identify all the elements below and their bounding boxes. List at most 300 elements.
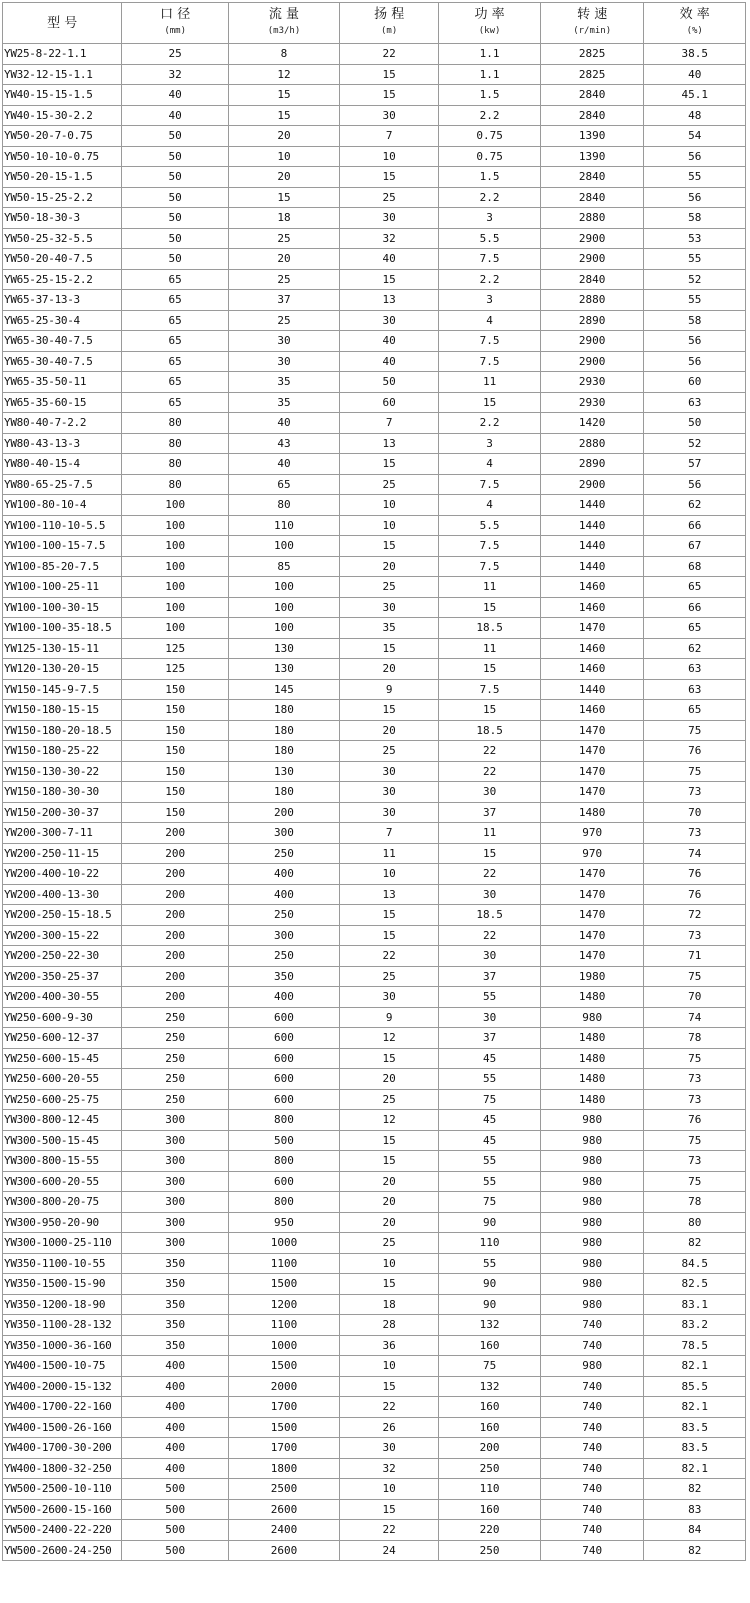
cell-efficiency: 73 — [644, 782, 746, 803]
cell-speed: 980 — [540, 1294, 644, 1315]
table-row — [3, 987, 746, 1008]
cell-power: 7.5 — [439, 536, 541, 557]
cell-flow: 1700 — [229, 1438, 340, 1459]
table-row — [3, 85, 746, 106]
cell-diameter: 200 — [122, 925, 229, 946]
cell-model: YW350-1500-15-90 — [3, 1274, 122, 1295]
cell-speed: 1470 — [540, 618, 644, 639]
cell-power: 18.5 — [439, 905, 541, 926]
cell-head: 15 — [339, 269, 438, 290]
cell-speed: 1480 — [540, 1048, 644, 1069]
table-row — [3, 105, 746, 126]
cell-diameter: 50 — [122, 228, 229, 249]
cell-flow: 100 — [229, 577, 340, 598]
cell-diameter: 50 — [122, 249, 229, 270]
cell-head: 15 — [339, 454, 438, 475]
header-efficiency: 效 率 (%) — [644, 3, 746, 44]
cell-head: 20 — [339, 659, 438, 680]
cell-power: 132 — [439, 1376, 541, 1397]
cell-head: 26 — [339, 1417, 438, 1438]
cell-speed: 980 — [540, 1171, 644, 1192]
cell-diameter: 350 — [122, 1294, 229, 1315]
cell-power: 45 — [439, 1048, 541, 1069]
cell-diameter: 400 — [122, 1458, 229, 1479]
cell-power: 18.5 — [439, 618, 541, 639]
cell-efficiency: 56 — [644, 331, 746, 352]
cell-flow: 2600 — [229, 1499, 340, 1520]
cell-head: 30 — [339, 782, 438, 803]
cell-head: 30 — [339, 802, 438, 823]
cell-flow: 400 — [229, 987, 340, 1008]
cell-efficiency: 73 — [644, 823, 746, 844]
cell-efficiency: 60 — [644, 372, 746, 393]
cell-power: 1.5 — [439, 167, 541, 188]
cell-head: 15 — [339, 536, 438, 557]
cell-power: 11 — [439, 372, 541, 393]
cell-power: 1.1 — [439, 44, 541, 65]
cell-flow: 43 — [229, 433, 340, 454]
cell-efficiency: 53 — [644, 228, 746, 249]
cell-head: 25 — [339, 966, 438, 987]
cell-efficiency: 65 — [644, 700, 746, 721]
cell-model: YW40-15-30-2.2 — [3, 105, 122, 126]
cell-flow: 1500 — [229, 1274, 340, 1295]
cell-flow: 15 — [229, 105, 340, 126]
cell-power: 15 — [439, 843, 541, 864]
cell-efficiency: 55 — [644, 249, 746, 270]
table-row — [3, 290, 746, 311]
cell-diameter: 250 — [122, 1089, 229, 1110]
cell-head: 10 — [339, 1253, 438, 1274]
cell-model: YW300-1000-25-110 — [3, 1233, 122, 1254]
cell-flow: 250 — [229, 905, 340, 926]
cell-power: 55 — [439, 1069, 541, 1090]
cell-diameter: 80 — [122, 433, 229, 454]
cell-power: 22 — [439, 864, 541, 885]
cell-diameter: 65 — [122, 351, 229, 372]
cell-flow: 40 — [229, 413, 340, 434]
table-row — [3, 228, 746, 249]
cell-power: 37 — [439, 1028, 541, 1049]
cell-speed: 2880 — [540, 290, 644, 311]
cell-flow: 30 — [229, 331, 340, 352]
cell-flow: 85 — [229, 556, 340, 577]
cell-power: 110 — [439, 1479, 541, 1500]
cell-efficiency: 56 — [644, 474, 746, 495]
cell-speed: 1390 — [540, 146, 644, 167]
cell-head: 30 — [339, 208, 438, 229]
cell-flow: 800 — [229, 1151, 340, 1172]
cell-model: YW50-18-30-3 — [3, 208, 122, 229]
cell-power: 1.5 — [439, 85, 541, 106]
cell-efficiency: 73 — [644, 925, 746, 946]
cell-model: YW200-300-15-22 — [3, 925, 122, 946]
cell-head: 24 — [339, 1540, 438, 1561]
cell-speed: 1440 — [540, 515, 644, 536]
table-row — [3, 536, 746, 557]
cell-speed: 2825 — [540, 44, 644, 65]
cell-speed: 2930 — [540, 392, 644, 413]
cell-head: 25 — [339, 187, 438, 208]
table-row — [3, 802, 746, 823]
cell-power: 7.5 — [439, 331, 541, 352]
cell-flow: 600 — [229, 1048, 340, 1069]
table-row — [3, 1376, 746, 1397]
table-row — [3, 638, 746, 659]
cell-power: 75 — [439, 1089, 541, 1110]
table-row — [3, 167, 746, 188]
cell-diameter: 100 — [122, 515, 229, 536]
cell-efficiency: 52 — [644, 433, 746, 454]
cell-flow: 40 — [229, 454, 340, 475]
cell-model: YW300-600-20-55 — [3, 1171, 122, 1192]
cell-speed: 2900 — [540, 249, 644, 270]
cell-head: 30 — [339, 105, 438, 126]
cell-flow: 1700 — [229, 1397, 340, 1418]
cell-diameter: 400 — [122, 1438, 229, 1459]
cell-model: YW32-12-15-1.1 — [3, 64, 122, 85]
cell-model: YW65-35-50-11 — [3, 372, 122, 393]
cell-head: 10 — [339, 1479, 438, 1500]
cell-speed: 1470 — [540, 905, 644, 926]
table-row — [3, 392, 746, 413]
cell-flow: 37 — [229, 290, 340, 311]
cell-speed: 1470 — [540, 925, 644, 946]
table-row — [3, 864, 746, 885]
cell-speed: 1460 — [540, 577, 644, 598]
table-row — [3, 1294, 746, 1315]
cell-diameter: 100 — [122, 495, 229, 516]
cell-efficiency: 72 — [644, 905, 746, 926]
cell-diameter: 300 — [122, 1233, 229, 1254]
cell-head: 9 — [339, 1007, 438, 1028]
cell-power: 55 — [439, 1253, 541, 1274]
cell-flow: 600 — [229, 1028, 340, 1049]
table-row — [3, 126, 746, 147]
cell-model: YW300-800-15-55 — [3, 1151, 122, 1172]
cell-head: 15 — [339, 1151, 438, 1172]
cell-head: 50 — [339, 372, 438, 393]
cell-diameter: 80 — [122, 474, 229, 495]
cell-head: 15 — [339, 638, 438, 659]
table-row — [3, 1233, 746, 1254]
cell-efficiency: 48 — [644, 105, 746, 126]
cell-efficiency: 83.5 — [644, 1438, 746, 1459]
cell-speed: 1460 — [540, 659, 644, 680]
cell-diameter: 65 — [122, 331, 229, 352]
cell-flow: 80 — [229, 495, 340, 516]
cell-diameter: 150 — [122, 802, 229, 823]
cell-model: YW100-100-25-11 — [3, 577, 122, 598]
cell-efficiency: 57 — [644, 454, 746, 475]
table-row — [3, 413, 746, 434]
table-row — [3, 1048, 746, 1069]
cell-speed: 740 — [540, 1417, 644, 1438]
cell-diameter: 400 — [122, 1356, 229, 1377]
cell-power: 11 — [439, 823, 541, 844]
cell-flow: 20 — [229, 167, 340, 188]
cell-flow: 2500 — [229, 1479, 340, 1500]
cell-diameter: 300 — [122, 1130, 229, 1151]
cell-head: 22 — [339, 1520, 438, 1541]
cell-head: 20 — [339, 556, 438, 577]
cell-diameter: 40 — [122, 105, 229, 126]
table-row — [3, 659, 746, 680]
cell-efficiency: 71 — [644, 946, 746, 967]
cell-diameter: 125 — [122, 659, 229, 680]
cell-model: YW80-43-13-3 — [3, 433, 122, 454]
cell-model: YW65-37-13-3 — [3, 290, 122, 311]
table-row — [3, 1499, 746, 1520]
cell-power: 250 — [439, 1540, 541, 1561]
cell-head: 15 — [339, 167, 438, 188]
cell-speed: 2840 — [540, 105, 644, 126]
cell-speed: 1480 — [540, 1069, 644, 1090]
cell-model: YW65-25-30-4 — [3, 310, 122, 331]
cell-speed: 980 — [540, 1151, 644, 1172]
cell-power: 11 — [439, 638, 541, 659]
cell-power: 250 — [439, 1458, 541, 1479]
cell-diameter: 350 — [122, 1315, 229, 1336]
cell-diameter: 500 — [122, 1499, 229, 1520]
cell-diameter: 250 — [122, 1007, 229, 1028]
cell-efficiency: 66 — [644, 515, 746, 536]
cell-speed: 2840 — [540, 85, 644, 106]
cell-model: YW100-100-35-18.5 — [3, 618, 122, 639]
cell-speed: 740 — [540, 1376, 644, 1397]
cell-head: 30 — [339, 597, 438, 618]
cell-head: 10 — [339, 864, 438, 885]
cell-efficiency: 66 — [644, 597, 746, 618]
cell-speed: 2840 — [540, 269, 644, 290]
cell-efficiency: 83.1 — [644, 1294, 746, 1315]
cell-head: 13 — [339, 884, 438, 905]
cell-efficiency: 56 — [644, 351, 746, 372]
cell-model: YW200-350-25-37 — [3, 966, 122, 987]
cell-head: 20 — [339, 1192, 438, 1213]
table-row — [3, 700, 746, 721]
cell-power: 11 — [439, 577, 541, 598]
cell-head: 15 — [339, 64, 438, 85]
cell-flow: 180 — [229, 782, 340, 803]
cell-power: 30 — [439, 884, 541, 905]
cell-diameter: 500 — [122, 1520, 229, 1541]
cell-model: YW500-2600-15-160 — [3, 1499, 122, 1520]
cell-efficiency: 70 — [644, 802, 746, 823]
cell-head: 25 — [339, 474, 438, 495]
cell-model: YW150-180-25-22 — [3, 741, 122, 762]
cell-diameter: 350 — [122, 1274, 229, 1295]
cell-speed: 980 — [540, 1253, 644, 1274]
cell-efficiency: 56 — [644, 146, 746, 167]
cell-efficiency: 78 — [644, 1192, 746, 1213]
cell-model: YW200-300-7-11 — [3, 823, 122, 844]
cell-speed: 2825 — [540, 64, 644, 85]
cell-diameter: 25 — [122, 44, 229, 65]
cell-efficiency: 82.1 — [644, 1356, 746, 1377]
cell-diameter: 150 — [122, 720, 229, 741]
cell-diameter: 500 — [122, 1479, 229, 1500]
cell-flow: 200 — [229, 802, 340, 823]
table-row — [3, 1335, 746, 1356]
cell-model: YW500-2600-24-250 — [3, 1540, 122, 1561]
cell-speed: 1980 — [540, 966, 644, 987]
cell-power: 160 — [439, 1499, 541, 1520]
cell-efficiency: 82 — [644, 1479, 746, 1500]
cell-flow: 130 — [229, 659, 340, 680]
table-row — [3, 1315, 746, 1336]
cell-efficiency: 78 — [644, 1028, 746, 1049]
header-model: 型 号 — [3, 3, 122, 44]
cell-head: 7 — [339, 413, 438, 434]
cell-diameter: 200 — [122, 823, 229, 844]
cell-head: 15 — [339, 700, 438, 721]
cell-head: 10 — [339, 495, 438, 516]
table-row — [3, 1520, 746, 1541]
cell-diameter: 100 — [122, 577, 229, 598]
cell-model: YW350-1100-28-132 — [3, 1315, 122, 1336]
table-row — [3, 1438, 746, 1459]
cell-head: 25 — [339, 741, 438, 762]
cell-diameter: 400 — [122, 1397, 229, 1418]
cell-power: 132 — [439, 1315, 541, 1336]
cell-power: 7.5 — [439, 249, 541, 270]
cell-head: 20 — [339, 1069, 438, 1090]
cell-flow: 145 — [229, 679, 340, 700]
cell-head: 15 — [339, 1499, 438, 1520]
cell-efficiency: 75 — [644, 1130, 746, 1151]
table-row — [3, 741, 746, 762]
cell-efficiency: 63 — [644, 679, 746, 700]
cell-speed: 970 — [540, 823, 644, 844]
cell-model: YW250-600-15-45 — [3, 1048, 122, 1069]
cell-power: 1.1 — [439, 64, 541, 85]
cell-diameter: 300 — [122, 1151, 229, 1172]
cell-power: 45 — [439, 1130, 541, 1151]
table-row — [3, 208, 746, 229]
cell-efficiency: 73 — [644, 1089, 746, 1110]
table-row — [3, 782, 746, 803]
cell-flow: 25 — [229, 228, 340, 249]
cell-flow: 1000 — [229, 1233, 340, 1254]
table-row — [3, 884, 746, 905]
cell-efficiency: 83.5 — [644, 1417, 746, 1438]
cell-model: YW400-2000-15-132 — [3, 1376, 122, 1397]
table-row — [3, 618, 746, 639]
cell-diameter: 50 — [122, 146, 229, 167]
table-row — [3, 64, 746, 85]
cell-efficiency: 82 — [644, 1540, 746, 1561]
cell-model: YW100-100-30-15 — [3, 597, 122, 618]
table-row — [3, 495, 746, 516]
cell-diameter: 50 — [122, 167, 229, 188]
cell-speed: 1470 — [540, 946, 644, 967]
cell-model: YW350-1100-10-55 — [3, 1253, 122, 1274]
cell-flow: 2000 — [229, 1376, 340, 1397]
cell-power: 90 — [439, 1212, 541, 1233]
cell-speed: 1470 — [540, 884, 644, 905]
cell-diameter: 300 — [122, 1171, 229, 1192]
cell-model: YW150-200-30-37 — [3, 802, 122, 823]
cell-flow: 25 — [229, 269, 340, 290]
cell-efficiency: 63 — [644, 392, 746, 413]
cell-flow: 25 — [229, 310, 340, 331]
cell-model: YW150-145-9-7.5 — [3, 679, 122, 700]
cell-head: 40 — [339, 331, 438, 352]
cell-model: YW40-15-15-1.5 — [3, 85, 122, 106]
table-row — [3, 187, 746, 208]
cell-speed: 2900 — [540, 474, 644, 495]
cell-power: 55 — [439, 1171, 541, 1192]
cell-power: 3 — [439, 290, 541, 311]
cell-speed: 740 — [540, 1540, 644, 1561]
cell-head: 10 — [339, 1356, 438, 1377]
table-row — [3, 310, 746, 331]
cell-speed: 2900 — [540, 351, 644, 372]
cell-model: YW80-65-25-7.5 — [3, 474, 122, 495]
cell-diameter: 100 — [122, 618, 229, 639]
cell-model: YW200-400-13-30 — [3, 884, 122, 905]
cell-model: YW150-180-15-15 — [3, 700, 122, 721]
cell-diameter: 400 — [122, 1417, 229, 1438]
cell-model: YW50-20-15-1.5 — [3, 167, 122, 188]
header-speed: 转 速 (r/min) — [540, 3, 644, 44]
cell-flow: 8 — [229, 44, 340, 65]
cell-model: YW50-10-10-0.75 — [3, 146, 122, 167]
table-row — [3, 679, 746, 700]
cell-flow: 1800 — [229, 1458, 340, 1479]
cell-power: 75 — [439, 1192, 541, 1213]
table-row — [3, 1130, 746, 1151]
cell-flow: 400 — [229, 884, 340, 905]
cell-efficiency: 65 — [644, 577, 746, 598]
cell-head: 25 — [339, 577, 438, 598]
cell-flow: 1100 — [229, 1315, 340, 1336]
cell-diameter: 200 — [122, 864, 229, 885]
cell-head: 9 — [339, 679, 438, 700]
table-row — [3, 515, 746, 536]
cell-head: 28 — [339, 1315, 438, 1336]
table-row — [3, 372, 746, 393]
cell-efficiency: 63 — [644, 659, 746, 680]
cell-model: YW100-80-10-4 — [3, 495, 122, 516]
cell-speed: 1460 — [540, 700, 644, 721]
cell-power: 90 — [439, 1294, 541, 1315]
cell-model: YW500-2500-10-110 — [3, 1479, 122, 1500]
cell-model: YW200-400-30-55 — [3, 987, 122, 1008]
cell-model: YW200-250-22-30 — [3, 946, 122, 967]
cell-diameter: 40 — [122, 85, 229, 106]
table-row — [3, 249, 746, 270]
table-row — [3, 44, 746, 65]
cell-head: 30 — [339, 310, 438, 331]
cell-head: 25 — [339, 1233, 438, 1254]
table-row — [3, 1028, 746, 1049]
cell-speed: 980 — [540, 1212, 644, 1233]
cell-head: 18 — [339, 1294, 438, 1315]
cell-power: 75 — [439, 1356, 541, 1377]
table-row — [3, 925, 746, 946]
cell-head: 10 — [339, 146, 438, 167]
cell-diameter: 65 — [122, 290, 229, 311]
cell-head: 30 — [339, 987, 438, 1008]
table-row — [3, 1007, 746, 1028]
cell-speed: 2840 — [540, 167, 644, 188]
table-row — [3, 577, 746, 598]
cell-model: YW200-400-10-22 — [3, 864, 122, 885]
cell-model: YW300-500-15-45 — [3, 1130, 122, 1151]
table-row — [3, 905, 746, 926]
